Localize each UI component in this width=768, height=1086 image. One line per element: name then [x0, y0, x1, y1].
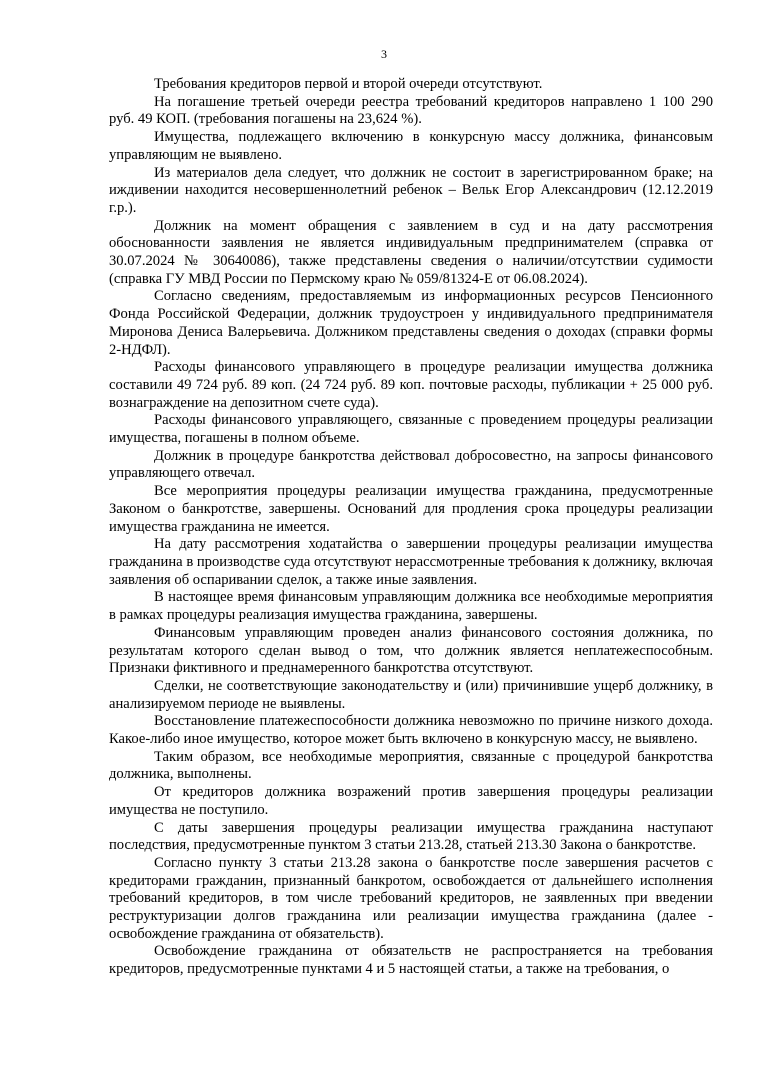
paragraph-5: Должник на момент обращения с заявлением в суд и на дату рассмотрения обоснованности заявления не является индивидуальным предпринимателем (справка от 30.07.2024 № 30640086), также представлены сведения о наличии/отсутствии судимости (справка ГУ МВД России по Пермскому краю № 059/81324-Е от 06.08.2024).: [109, 217, 713, 287]
paragraph-8: Расходы финансового управляющего, связанные с проведением процедуры реализации имущества, погашены в полном объеме.: [109, 412, 713, 447]
paragraph-14: Сделки, не соответствующие законодательству и (или) причинившие ущерб должнику, в анализируемом периоде не выявлены.: [109, 677, 713, 712]
page-number: 3: [381, 47, 387, 61]
document-body: [109, 76, 713, 979]
paragraph-17: От кредиторов должника возражений против завершения процедуры реализации имущества не поступило.: [109, 784, 713, 818]
paragraph-16: Таким образом, все необходимые мероприятия, связанные с процедурой банкротства должника, выполнены.: [109, 748, 713, 783]
paragraph-12: В настоящее время финансовым управляющим должника все необходимые мероприятия в рамках процедуры реализация имущества гражданина, завершены.: [109, 589, 713, 624]
paragraph-2: На погашение третьей очереди реестра требований кредиторов направлено 1 100 290 руб. 49 КОП. (требования погашены на 23,624 %).: [109, 93, 713, 128]
paragraph-15: Восстановление платежеспособности должника невозможно по причине низкого дохода. Какое-либо иное имущество, которое может быть включено в конкурсную массу, не выявлено.: [109, 713, 713, 748]
paragraph-13: Финансовым управляющим проведен анализ финансового состояния должника, по результатам которого сделан вывод о том, что должник является неплатежеспособным. Признаки фиктивного и преднамеренного банкротства отсутствуют.: [109, 624, 713, 677]
paragraph-20: Освобождение гражданина от обязательств не распространяется на требования кредиторов, предусмотренные пунктами 4 и 5 настоящей статьи, а также на требования, о: [109, 943, 713, 978]
paragraph-6: Согласно сведениям, предоставляемым из информационных ресурсов Пенсионного Фонда Российской Федерации, должник трудоустроен у индивидуального предпринимателя Миронова Дениса Валерьевича. Должником представлены сведения о доходах (справки формы 2-НДФЛ).: [109, 288, 713, 358]
paragraph-4: Из материалов дела следует, что должник не состоит в зарегистрированном браке; на иждивении находится несовершеннолетний ребенок – Вельк Егор Александрович (12.12.2019 г.р.).: [109, 164, 713, 216]
paragraph-11: На дату рассмотрения ходатайства о завершении процедуры реализации имущества гражданина в производстве суда отсутствуют нерассмотренные требования к должнику, включая заявления об оспаривании сделок, а также иные заявления.: [109, 536, 713, 588]
paragraph-18: С даты завершения процедуры реализации имущества гражданина наступают последствия, предусмотренные пунктом 3 статьи 213.28, статьей 213.30 Закона о банкротстве.: [109, 819, 713, 854]
paragraph-3: Имущества, подлежащего включению в конкурсную массу должника, финансовым управляющим не выявлено.: [109, 129, 713, 163]
paragraph-10: Все мероприятия процедуры реализации имущества гражданина, предусмотренные Законом о банкротстве, завершены. Оснований для продления срока процедуры реализации имущества гражданина не имеется.: [109, 483, 713, 535]
paragraph-1: Требования кредиторов первой и второй очереди отсутствуют.: [154, 76, 543, 92]
paragraph-19: Согласно пункту 3 статьи 213.28 закона о банкротстве после завершения расчетов с кредиторами гражданин, признанный банкротом, освобождается от дальнейшего исполнения требований кредиторов, в том числе требований кредиторов, не заявленных при введении реструктуризации долгов гражданина или реализации имущества гражданина (далее - освобождение гражданина от обязательств).: [109, 854, 713, 942]
paragraph-9: Должник в процедуре банкротства действовал добросовестно, на запросы финансового управляющего отвечал.: [109, 447, 713, 482]
paragraph-7: Расходы финансового управляющего в процедуре реализации имущества должника составили 49 724 руб. 89 коп. (24 724 руб. 89 коп. почтовые расходы, публикации + 25 000 руб. вознаграждение на депозитном счете суда).: [109, 359, 713, 411]
